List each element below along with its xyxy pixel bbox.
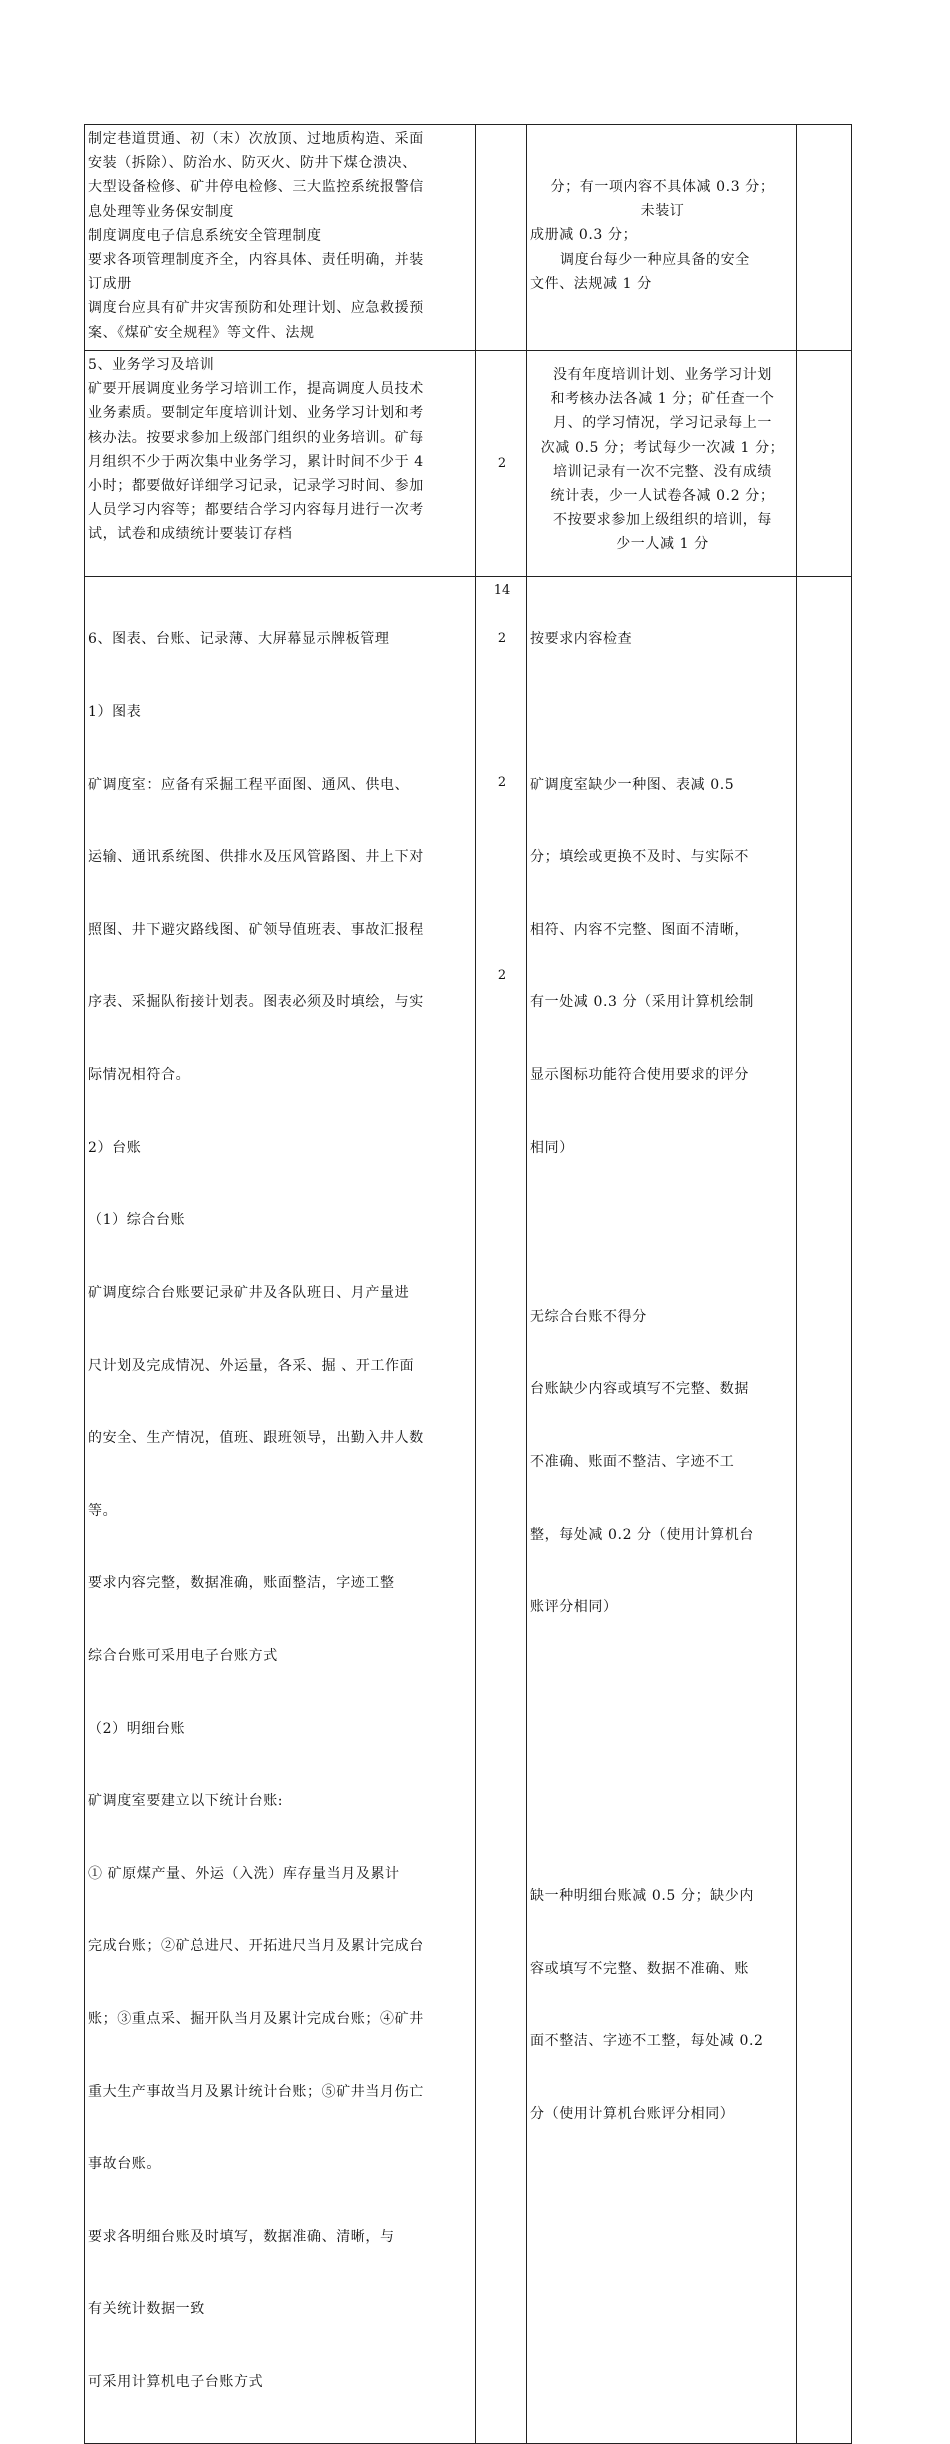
table-row [85,351,852,577]
content-text: 5、业务学习及培训 矿要开展调度业务学习培训工作，提高调度人员技术 业务素质。要制定年度培训计划、业务学习计划和考 核办法。按要求参加上级部门组织的业务培训。矿每 月组织不少于两次集中业务学习，累计时间不少于 4 小时；都要做好详细学习记录，记录学习时间、参加 人员学习内容等；都要结合学习内容每月进行一次考 试，试卷和成绩统计要装订存档 [88,357,424,543]
remark-cell [797,125,852,351]
score-value: 2 [497,456,507,472]
content-cell [85,351,476,577]
criteria-cell [527,351,797,577]
score-cell [476,577,527,2444]
table-row [85,577,852,2444]
score-value: 2 [497,775,507,791]
content-cell [85,125,476,351]
document-table [84,124,852,2444]
content-text: 6、图表、台账、记录薄、大屏幕显示牌板管理 1）图表 矿调度室：应备有采掘工程平面图、通风、供电、 运输、通讯系统图、供排水及压风管路图、井上下对 照图、井下避灾路线图、矿领导值班表、事故汇报程 序表、采掘队衔接计划表。图表必须及时填绘，与实 际情况相符合。 2）台账 （1）综合台账 矿调度综合台账要记录矿井及各队班日、月产量进 尺计划及完成情况、外运量，各采、掘 、开工作面 的安全、生产情况，值班、跟班领导，出勤入井人数 等。 要求内容完整，数据准确，账面整洁，字迹工整 综合台账可采用电子台账方式 （2）明细台账 矿调度室要建立以下统计台账: ① 矿原煤产量、外运（入洗）库存量当月及累计 完成台账；②矿总进尺、开拓进尺当月及累计完成台 账；③重点采、掘开队当月及累计完成台账；④矿井 重大生产事故当月及累计统计台账；⑤矿井当月伤亡 事故台账。 要求各明细台账及时填写，数据准确、清晰，与 有关统计数据一致 可采用计算机电子台账方式 [88,631,424,2391]
score-value: 2 [497,631,507,647]
score-list [476,577,526,988]
table-row [85,125,852,351]
score-value [476,125,526,127]
criteria-text: 分；有一项内容不具体减 0.3 分； 未装订 成册减 0.3 分； 调度台每少一种应具备的安全 文件、法规减 1 分 [530,179,775,292]
content-text: 制定巷道贯通、初（末）次放顶、过地质构造、采面 安装（拆除）、防治水、防灭火、防井下煤仓溃决、 大型设备检修、矿井停电检修、三大监控系统报警信 息处理等业务保安制度 制度调度电子信息系统安全管理制度 要求各项管理制度齐全，内容具体、责任明确，并装 订成册 调度台应具有矿井灾害预防和处理计划、应急救援预 案、《煤矿安全规程》等文件、法规 [88,131,424,341]
criteria-text: 没有年度培训计划、业务学习计划 和考核办法各减 1 分；矿任查一个 月、的学习情况，学习记录每上一 次减 0.5 分；考试每少一次减 1 分； 培训记录有一次不完整、没有成绩 统计表，少一人试卷各减 0.2 分； 不按要求参加上级组织的培训，每 少一人减 1 分 [540,367,785,553]
score-cell [476,125,527,351]
criteria-text: 按要求内容检查 矿调度室缺少一种图、表减 0.5 分；填绘或更换不及时、与实际不 相符、内容不完整、图面不清晰， 有一处减 0.3 分（采用计算机绘制 显示图标功能符合使用要求的评分 相同） 无综合台账不得分 台账缺少内容或填写不完整、数据 不准确、账面不整洁、字迹不工 整，每处减 0.2 分（使用计算机台 账评分相同） 缺一种明细台账减 0.5 分；缺少内 容或填写不完整、数据不准确、账 面不整洁、字迹不工整，每处减 0.2 分（使用计算机台账评分相同） [530,631,764,2122]
criteria-cell [527,125,797,351]
remark-cell [797,351,852,577]
score-value: 14 [493,583,511,598]
content-cell [85,577,476,2444]
remark-cell [797,577,852,2444]
score-cell [476,351,527,577]
score-value: 2 [497,967,507,983]
criteria-cell [527,577,797,2444]
